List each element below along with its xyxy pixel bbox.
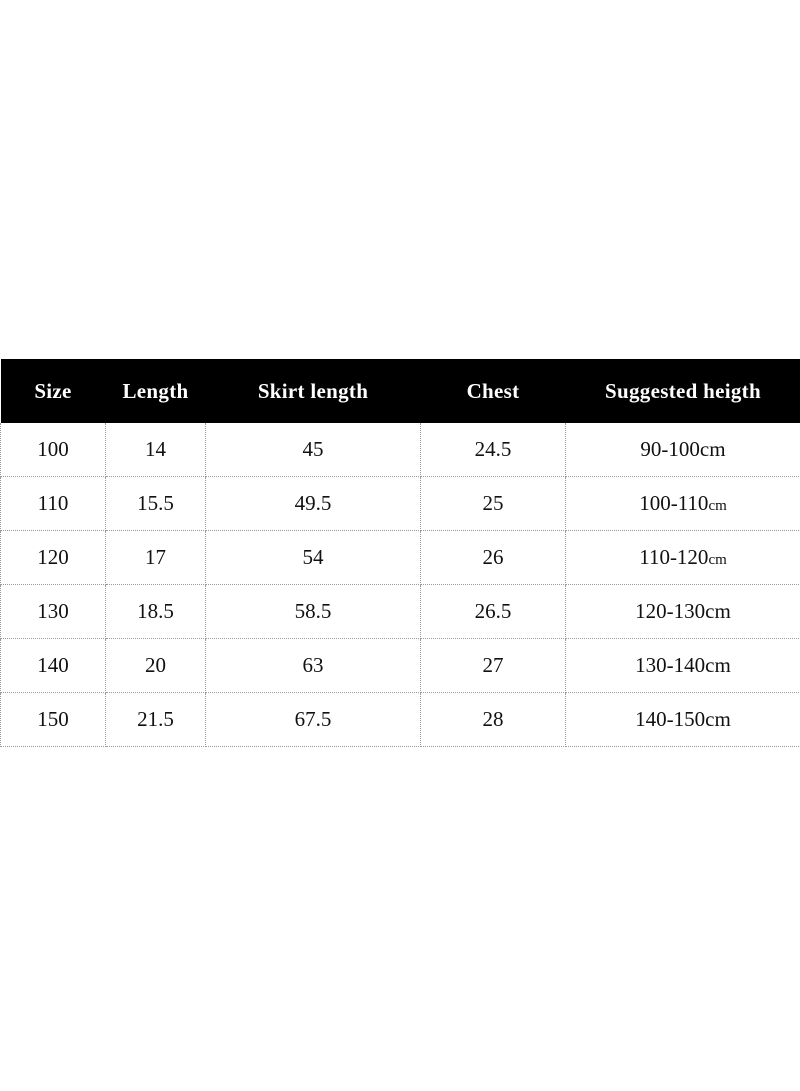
cell-suggested-height (566, 423, 800, 477)
cell-size: 130 (1, 585, 106, 639)
table-row (1, 585, 800, 639)
cell-chest: 26.5 (421, 585, 566, 639)
cell-suggested-height (566, 477, 800, 531)
cell-length: 15.5 (106, 477, 206, 531)
cell-suggested-height (566, 639, 800, 693)
cell-chest: 25 (421, 477, 566, 531)
table-row (1, 531, 800, 585)
table-row (1, 477, 800, 531)
cell-suggested-height (566, 693, 800, 747)
table-row (1, 423, 800, 477)
cell-size: 150 (1, 693, 106, 747)
height-range-value: 100-110 (639, 491, 709, 515)
cell-length: 21.5 (106, 693, 206, 747)
height-range-value: 140-150 (635, 707, 706, 731)
table-body (1, 423, 800, 747)
cell-size: 120 (1, 531, 106, 585)
height-range-value: 90-100 (640, 437, 700, 461)
column-header-chest: Chest (466, 378, 520, 403)
size-chart (0, 359, 800, 747)
cell-chest: 28 (421, 693, 566, 747)
cell-chest: 26 (421, 531, 566, 585)
height-range-value: 120-130 (635, 599, 706, 623)
column-header-suggested-height: Suggested heigth (605, 378, 761, 403)
height-unit-label: cm (705, 599, 731, 623)
cell-suggested-height (566, 585, 800, 639)
cell-chest: 24.5 (421, 423, 566, 477)
height-unit-label: cm (708, 498, 727, 514)
height-unit-label: cm (705, 707, 731, 731)
height-unit-label: cm (708, 552, 727, 568)
cell-length: 14 (106, 423, 206, 477)
height-range-value: 130-140 (635, 653, 706, 677)
column-header-length: Length (122, 378, 189, 403)
table-header-row (1, 359, 800, 423)
cell-size: 110 (1, 477, 106, 531)
cell-length: 18.5 (106, 585, 206, 639)
cell-skirt-length: 54 (206, 531, 421, 585)
cell-length: 20 (106, 639, 206, 693)
cell-size: 140 (1, 639, 106, 693)
size-table (0, 359, 800, 747)
column-header-skirt-length: Skirt length (257, 378, 369, 403)
cell-skirt-length: 63 (206, 639, 421, 693)
cell-size: 100 (1, 423, 106, 477)
height-unit-label: cm (699, 437, 726, 461)
cell-length: 17 (106, 531, 206, 585)
table-row (1, 693, 800, 747)
cell-skirt-length: 58.5 (206, 585, 421, 639)
table-row (1, 639, 800, 693)
cell-suggested-height (566, 531, 800, 585)
cell-skirt-length: 45 (206, 423, 421, 477)
height-range-value: 110-120 (639, 545, 709, 569)
column-header-size: Size (34, 378, 72, 403)
cell-skirt-length: 49.5 (206, 477, 421, 531)
cell-skirt-length: 67.5 (206, 693, 421, 747)
height-unit-label: cm (705, 653, 731, 677)
cell-chest: 27 (421, 639, 566, 693)
table-header (1, 359, 800, 423)
